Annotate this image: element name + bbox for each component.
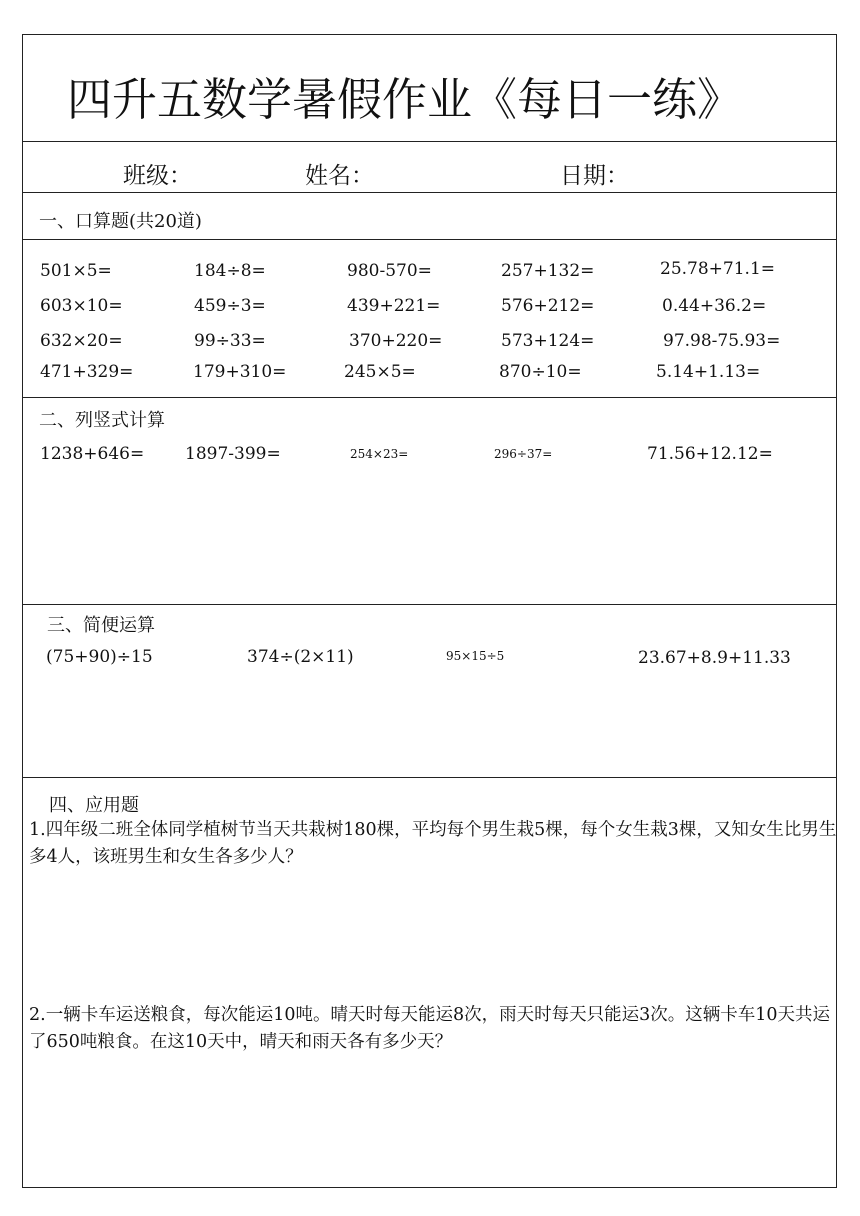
vertical-problem: 296÷37=: [494, 447, 553, 461]
oral-problem: 5.14+1.13=: [656, 362, 761, 382]
divider: [23, 192, 836, 193]
simplify-problem: (75+90)÷15: [46, 647, 153, 667]
vertical-problem: 254×23=: [350, 447, 409, 461]
oral-problem: 980-570=: [347, 261, 432, 281]
oral-problem: 632×20=: [40, 331, 123, 351]
oral-problem: 471+329=: [40, 362, 134, 382]
date-label: 日期：: [560, 163, 629, 189]
section2-heading: 二、列竖式计算: [39, 410, 165, 431]
divider: [23, 604, 836, 605]
oral-problem: 603×10=: [40, 296, 123, 316]
section1-heading: 一、口算题(共20道): [39, 211, 202, 232]
vertical-problem: 1238+646=: [40, 444, 145, 464]
oral-problem: 870÷10=: [499, 362, 582, 382]
section4-heading: 四、应用题: [49, 795, 139, 816]
worksheet: [22, 34, 837, 1188]
simplify-problem: 23.67+8.9+11.33: [638, 648, 791, 668]
oral-problem: 459÷3=: [194, 296, 266, 316]
vertical-problem: 71.56+12.12=: [647, 444, 773, 464]
simplify-problem: 374÷(2×11): [247, 647, 354, 667]
oral-problem: 573+124=: [501, 331, 595, 351]
vertical-problem: 1897-399=: [185, 444, 281, 464]
word-problem-2: 2.一辆卡车运送粮食，每次能运10吨。晴天时每天能运8次，雨天时每天只能运3次。这辆卡车10天共运了650吨粮食。在这10天中，晴天和雨天各有多少天？: [29, 1005, 830, 1052]
word-problem-1: 1.四年级二班全体同学植树节当天共栽树180棵，平均每个男生栽5棵，每个女生栽3棵，又知女生比男生多4人，该班男生和女生各多少人？: [29, 820, 837, 867]
divider: [23, 141, 836, 142]
oral-problem: 0.44+36.2=: [662, 296, 767, 316]
class-label: 班级：: [123, 163, 192, 189]
oral-problem: 179+310=: [193, 362, 287, 382]
section3-heading: 三、简便运算: [47, 615, 155, 636]
oral-problem: 439+221=: [347, 296, 441, 316]
divider: [23, 777, 836, 778]
oral-problem: 576+212=: [501, 296, 595, 316]
divider: [23, 397, 836, 398]
name-label: 姓名：: [305, 163, 374, 189]
oral-problem: 501×5=: [40, 261, 112, 281]
oral-problem: 184÷8=: [194, 261, 266, 281]
divider: [23, 239, 836, 240]
oral-problem: 25.78+71.1=: [660, 259, 776, 279]
oral-problem: 99÷33=: [194, 331, 266, 351]
oral-problem: 257+132=: [501, 261, 595, 281]
simplify-problem: 95×15÷5: [446, 649, 505, 663]
oral-problem: 370+220=: [349, 331, 443, 351]
oral-problem: 245×5=: [344, 362, 416, 382]
oral-problem: 97.98-75.93=: [663, 331, 781, 351]
page-title: 四升五数学暑假作业《每日一练》: [67, 73, 743, 126]
